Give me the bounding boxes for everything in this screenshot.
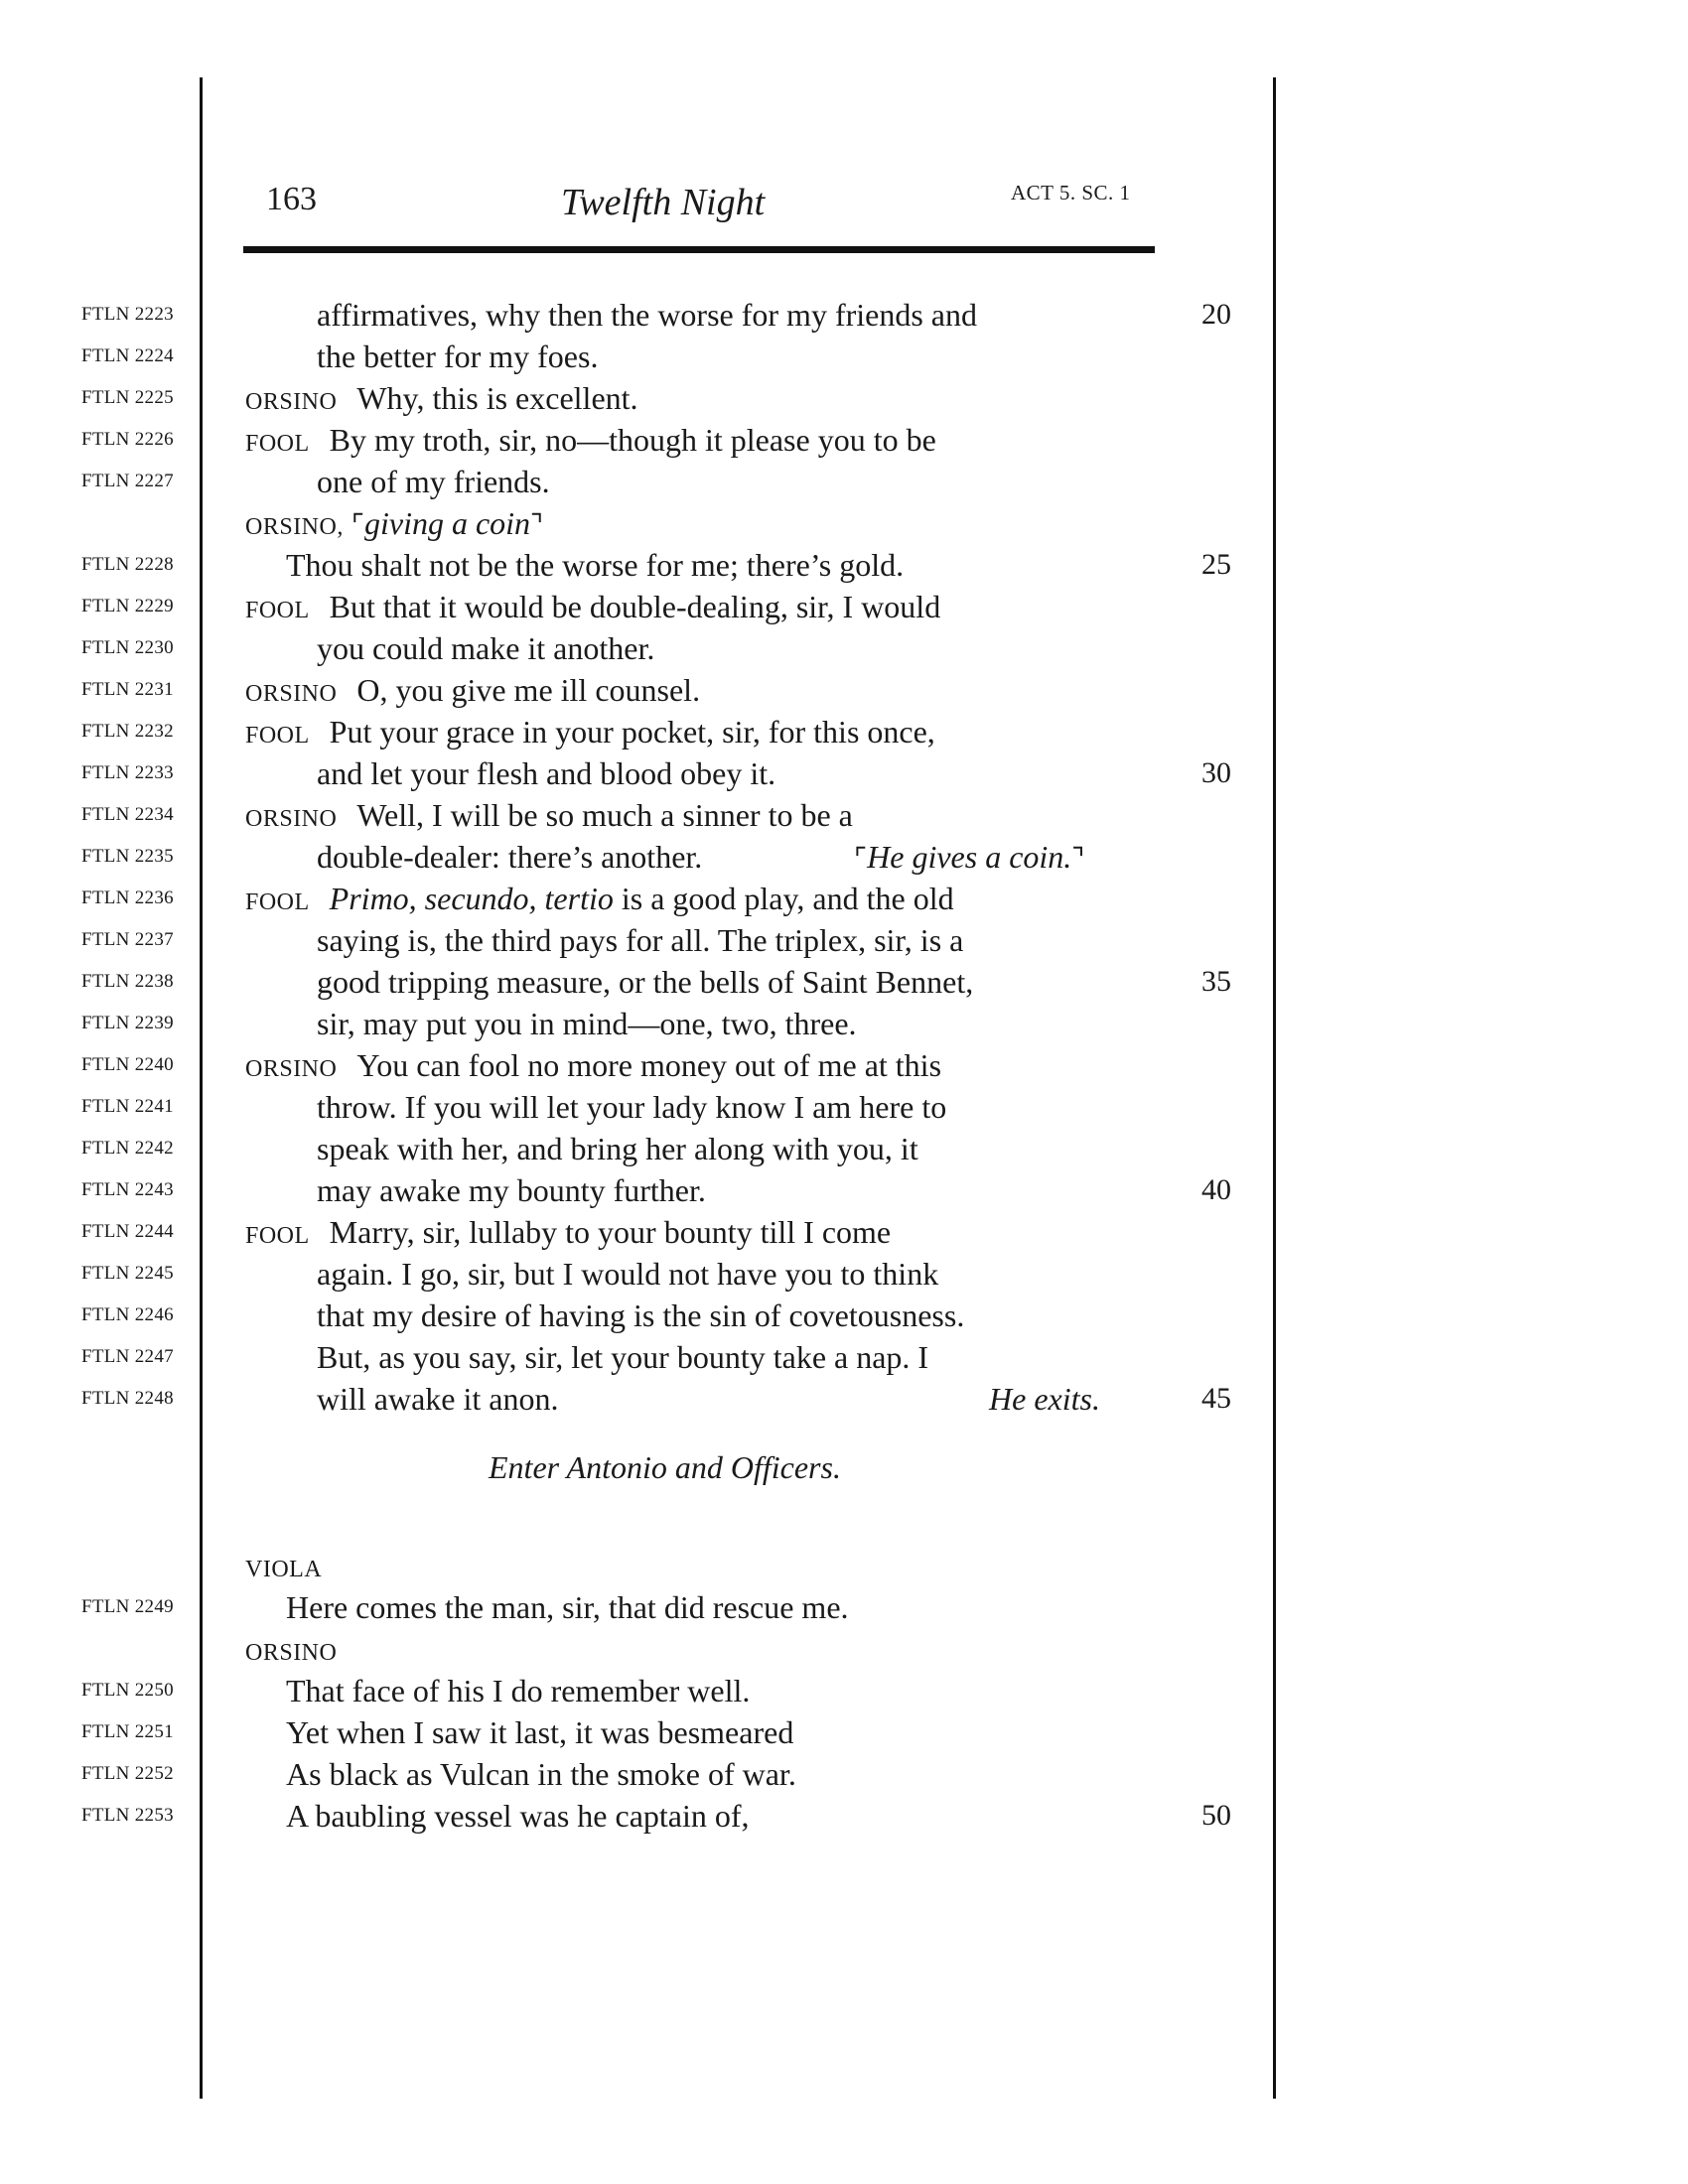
script-line [0, 1004, 1688, 1043]
script-line [0, 1170, 1688, 1210]
line-number: 35 [1201, 965, 1231, 998]
script-line [0, 1587, 1688, 1627]
script-line [0, 378, 1688, 418]
ftln-label: FTLN 2234 [81, 804, 174, 825]
ftln-label: FTLN 2224 [81, 345, 174, 366]
ftln-label: FTLN 2243 [81, 1179, 174, 1200]
script-line [0, 1712, 1688, 1752]
speaker-name: ORSINO [245, 806, 338, 832]
line-number: 45 [1201, 1382, 1231, 1415]
speaker-name: FOOL [245, 889, 310, 915]
ftln-label: FTLN 2227 [81, 471, 174, 491]
speaker-name: ORSINO [245, 389, 338, 415]
line-text: may awake my bounty further. [317, 1172, 706, 1208]
line-text: Thou shalt not be the worse for me; there’s gold. [286, 547, 905, 583]
line-text: You can fool no more money out of me at this [356, 1047, 942, 1083]
line-text: affirmatives, why then the worse for my friends and [317, 297, 977, 333]
ftln-label: FTLN 2235 [81, 846, 174, 867]
line-text: and let your flesh and blood obey it. [317, 755, 776, 791]
speaker-name: FOOL [245, 431, 310, 457]
line-text: sir, may put you in mind—one, two, three. [317, 1006, 857, 1041]
script-line [0, 962, 1688, 1002]
speaker-name: FOOL [245, 1223, 310, 1249]
script-line [0, 920, 1688, 960]
line-text: one of my friends. [317, 464, 550, 499]
line-text: Well, I will be so much a sinner to be a [356, 797, 853, 833]
latin-phrase: Primo, secundo, tertio [329, 881, 614, 916]
script-line [0, 753, 1688, 793]
line-number: 30 [1201, 756, 1231, 789]
script-line [0, 1379, 1688, 1419]
line-number: 50 [1201, 1799, 1231, 1832]
speaker-name: ORSINO, [245, 514, 344, 540]
script-line [0, 295, 1688, 335]
script-line [0, 587, 1688, 626]
script-line [0, 462, 1688, 501]
ftln-label: FTLN 2223 [81, 304, 174, 325]
speaker-line [0, 1546, 1688, 1585]
ftln-label: FTLN 2229 [81, 596, 174, 616]
ftln-label: FTLN 2246 [81, 1304, 174, 1325]
speaker-name: FOOL [245, 723, 310, 749]
ftln-label: FTLN 2226 [81, 429, 174, 450]
script-line [0, 628, 1688, 668]
ftln-label: FTLN 2233 [81, 762, 174, 783]
line-text: But that it would be double-dealing, sir, I would [329, 589, 941, 624]
script-line [0, 712, 1688, 751]
page-number: 163 [266, 181, 317, 217]
line-text: O, you give me ill counsel. [356, 672, 701, 708]
ftln-label: FTLN 2238 [81, 971, 174, 992]
line-text: saying is, the third pays for all. The triplex, sir, is a [317, 922, 964, 958]
ftln-label: FTLN 2249 [81, 1596, 174, 1617]
line-text: That face of his I do remember well. [286, 1673, 751, 1708]
ftln-label: FTLN 2251 [81, 1721, 174, 1742]
ftln-label: FTLN 2247 [81, 1346, 174, 1367]
script-line [0, 795, 1688, 835]
ftln-label: FTLN 2240 [81, 1054, 174, 1075]
script-line [0, 1296, 1688, 1335]
line-text: double-dealer: there’s another. [317, 839, 703, 875]
script-line [0, 837, 1688, 877]
script-line [0, 1045, 1688, 1085]
script-line [0, 1796, 1688, 1836]
line-text: Why, this is excellent. [356, 380, 638, 416]
speaker-name: ORSINO [245, 681, 338, 707]
line-text: is a good play, and the old [621, 881, 954, 916]
script-line [0, 420, 1688, 460]
ftln-label: FTLN 2225 [81, 387, 174, 408]
ftln-label: FTLN 2241 [81, 1096, 174, 1117]
script-line [0, 1337, 1688, 1377]
line-text: again. I go, sir, but I would not have you to think [317, 1256, 939, 1292]
line-text: Marry, sir, lullaby to your bounty till I come [329, 1214, 892, 1250]
script-line [0, 1671, 1688, 1710]
line-text: throw. If you will let your lady know I am here to [317, 1089, 947, 1125]
line-number: 20 [1201, 298, 1231, 331]
speaker-name: FOOL [245, 598, 310, 623]
ftln-label: FTLN 2250 [81, 1680, 174, 1701]
ftln-label: FTLN 2253 [81, 1805, 174, 1826]
line-text: But, as you say, sir, let your bounty take a nap. I [317, 1339, 929, 1375]
ftln-label: FTLN 2230 [81, 637, 174, 658]
speaker-line [0, 503, 1688, 543]
script-line [0, 1254, 1688, 1294]
script-line [0, 1129, 1688, 1168]
header-rule [243, 246, 1155, 253]
script-line [0, 1754, 1688, 1794]
stage-direction: ⌜ He gives a coin. ⌝ [854, 837, 1084, 880]
script-line [0, 879, 1688, 918]
line-number: 40 [1201, 1173, 1231, 1206]
ftln-label: FTLN 2239 [81, 1013, 174, 1033]
speaker-line [0, 1629, 1688, 1669]
ftln-label: FTLN 2248 [81, 1388, 174, 1409]
ftln-label: FTLN 2236 [81, 887, 174, 908]
ftln-label: FTLN 2231 [81, 679, 174, 700]
line-text: A baubling vessel was he captain of, [286, 1798, 750, 1834]
line-text: As black as Vulcan in the smoke of war. [286, 1756, 796, 1792]
speaker-name: ORSINO [245, 1640, 338, 1666]
line-number: 25 [1201, 548, 1231, 581]
ftln-label: FTLN 2245 [81, 1263, 174, 1284]
running-title: Twelfth Night [561, 182, 766, 223]
line-text: Here comes the man, sir, that did rescue me. [286, 1589, 849, 1625]
script-line [0, 1212, 1688, 1252]
line-text: will awake it anon. [317, 1381, 559, 1417]
stage-direction: He exits. [989, 1381, 1100, 1417]
line-text: you could make it another. [317, 630, 655, 666]
speaker-name: ORSINO [245, 1056, 338, 1082]
line-text: speak with her, and bring her along with you, it [317, 1131, 918, 1166]
stage-direction: ⌜ giving a coin ⌝ [352, 505, 543, 541]
script-line [0, 337, 1688, 376]
line-text: Yet when I saw it last, it was besmeared [286, 1714, 794, 1750]
entrance-direction: Enter Antonio and Officers. [489, 1449, 841, 1485]
ftln-label: FTLN 2228 [81, 554, 174, 575]
script-line [0, 670, 1688, 710]
line-text: By my troth, sir, no—though it please you to be [329, 422, 936, 458]
script-line [0, 545, 1688, 585]
act-scene-label: ACT 5. SC. 1 [1011, 181, 1131, 205]
ftln-label: FTLN 2242 [81, 1138, 174, 1159]
ftln-label: FTLN 2244 [81, 1221, 174, 1242]
ftln-label: FTLN 2237 [81, 929, 174, 950]
speaker-name: VIOLA [245, 1557, 323, 1582]
ftln-label: FTLN 2252 [81, 1763, 174, 1784]
line-text: Put your grace in your pocket, sir, for this once, [329, 714, 935, 750]
line-text: the better for my foes. [317, 339, 599, 374]
script-line [0, 1087, 1688, 1127]
ftln-label: FTLN 2232 [81, 721, 174, 742]
line-text: that my desire of having is the sin of covetousness. [317, 1297, 965, 1333]
line-text: good tripping measure, or the bells of Saint Bennet, [317, 964, 974, 1000]
